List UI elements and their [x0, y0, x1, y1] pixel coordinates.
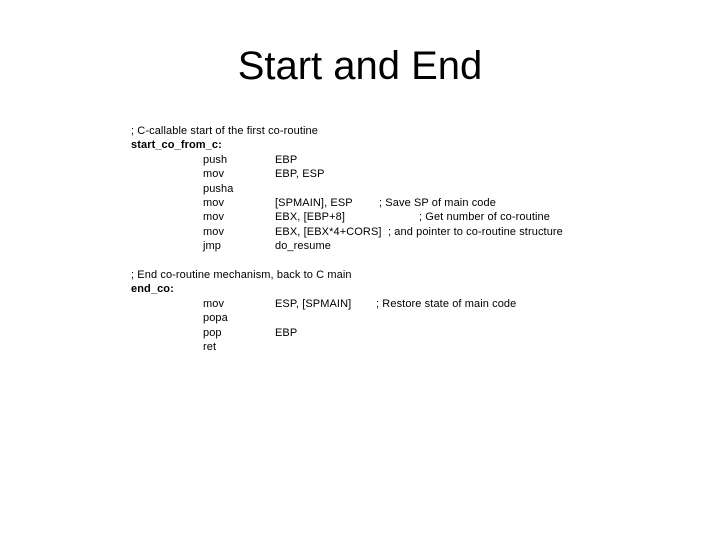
code-comment-end: ; End co-routine mechanism, back to C main	[131, 269, 352, 281]
instr-op: mov	[203, 298, 225, 310]
instr-op: ret	[203, 341, 217, 353]
instr-args: EBP	[275, 154, 298, 166]
slide-title: Start and End	[237, 44, 483, 88]
instr-comment: ; Restore state of main code	[376, 298, 517, 310]
instr-args: [SPMAIN], ESP	[275, 197, 353, 209]
instr-comment: ; and pointer to co-routine structure	[388, 226, 563, 238]
instr-op: push	[203, 154, 228, 166]
instr-op: popa	[203, 312, 228, 324]
instr-op: mov	[203, 168, 225, 180]
instr-args: EBX, [EBX*4+CORS]	[275, 226, 382, 238]
instr-args: EBP, ESP	[275, 168, 325, 180]
instr-op: mov	[203, 197, 225, 209]
instr-op: mov	[203, 211, 225, 223]
instr-comment: ; Save SP of main code	[379, 197, 496, 209]
instr-args: ESP, [SPMAIN]	[275, 298, 352, 310]
code-comment-start: ; C-callable start of the first co-routine	[131, 125, 318, 137]
instr-args: do_resume	[275, 240, 331, 252]
instr-args: EBP	[275, 327, 298, 339]
instr-comment: ; Get number of co-routine	[419, 211, 550, 223]
instr-op: jmp	[203, 240, 222, 252]
instr-op: pusha	[203, 183, 234, 195]
code-label-start: start_co_from_c:	[131, 139, 222, 151]
instr-op: pop	[203, 327, 222, 339]
instr-args: EBX, [EBP+8]	[275, 211, 345, 223]
code-label-end: end_co:	[131, 283, 174, 295]
instr-op: mov	[203, 226, 225, 238]
